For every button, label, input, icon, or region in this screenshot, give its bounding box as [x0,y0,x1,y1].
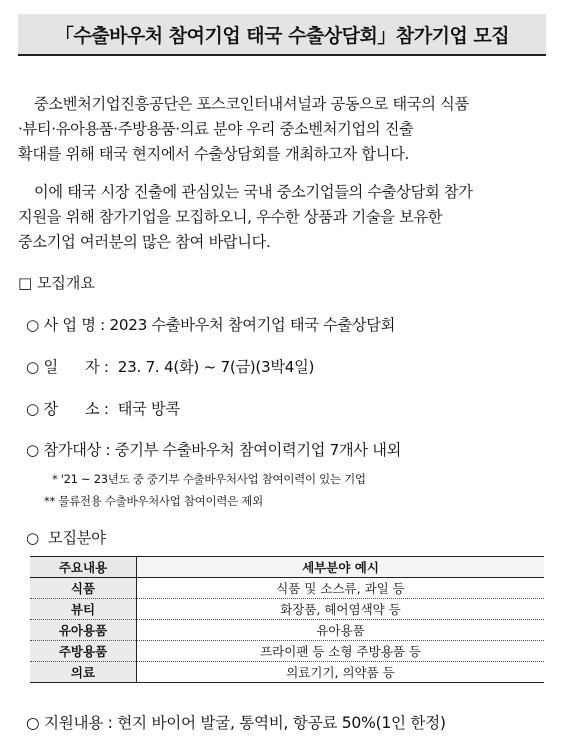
item-place: ○ 장 소 : 태국 방콕 [26,400,180,418]
table-cell-category: 주방용품 [30,641,137,662]
table-cell-category: 의료 [30,662,137,683]
table-header-category: 주요내용 [30,557,137,578]
table-header-examples: 세부분야 예시 [137,557,545,578]
page-title-text: 「수출바우처 참여기업 태국 수출상담회」참가기업 모집 [54,24,510,47]
intro-paragraph-2 [18,180,548,255]
intro-p1-line-2: ·뷰티·유아용품·주방용품·의료 분야 우리 중소벤처기업의 진출 [18,120,414,138]
item-date: ○ 일 자 : 23. 7. 4(화) ~ 7(금)(3박4일) [26,358,315,376]
table-row [30,599,544,620]
note-exclusion: ** 물류전용 수출바우처사업 참여이력은 제외 [44,494,263,508]
table-row [30,641,544,662]
intro-p1-line-1: 중소벤처기업진흥공단은 포스코인터내셔널과 공동으로 태국의 식품 [34,95,469,113]
table-row [30,620,544,641]
table-cell-category: 뷰티 [30,599,137,620]
item-target: ○ 참가대상 : 중기부 수출바우처 참여이력기업 7개사 내외 [26,441,401,459]
table-cell-examples: 유아용품 [137,620,545,641]
table-cell-examples: 식품 및 소스류, 과일 등 [137,578,545,599]
table-cell-examples: 의료기기, 의약품 등 [137,662,545,683]
intro-p2-line-1: 이에 태국 시장 진출에 관심있는 국내 중소기업들의 수출상담회 참가 [34,183,473,201]
intro-p2-line-2: 지원을 위해 참가기업을 모집하오니, 우수한 상품과 기술을 보유한 [18,208,443,226]
table-row [30,578,544,599]
intro-paragraph-1 [18,92,548,167]
page-title [18,14,546,56]
item-project-name: ○ 사 업 명 : 2023 수출바우처 참여기업 태국 수출상담회 [26,316,396,334]
item-support: ○ 지원내용 : 현지 바이어 발굴, 통역비, 항공료 50%(1인 한정) [26,714,446,732]
table-row [30,662,544,683]
note-eligibility: * '21 ~ 23년도 중 중기부 수출바우처사업 참여이력이 있는 기업 [52,472,366,486]
table-cell-category: 유아용품 [30,620,137,641]
intro-p1-line-3: 확대를 위해 태국 현지에서 수출상담회를 개최하고자 합니다. [18,145,409,163]
table-cell-examples: 프라이팬 등 소형 주방용품 등 [137,641,545,662]
table-cell-examples: 화장품, 헤어염색약 등 [137,599,545,620]
section-heading: □ 모집개요 [18,274,95,292]
item-fields: ○ 모집분야 [26,529,106,547]
fields-table [30,556,544,683]
table-header-row [30,557,544,578]
table-cell-category: 식품 [30,578,137,599]
intro-p2-line-3: 중소기업 여러분의 많은 참여 바랍니다. [18,233,271,251]
